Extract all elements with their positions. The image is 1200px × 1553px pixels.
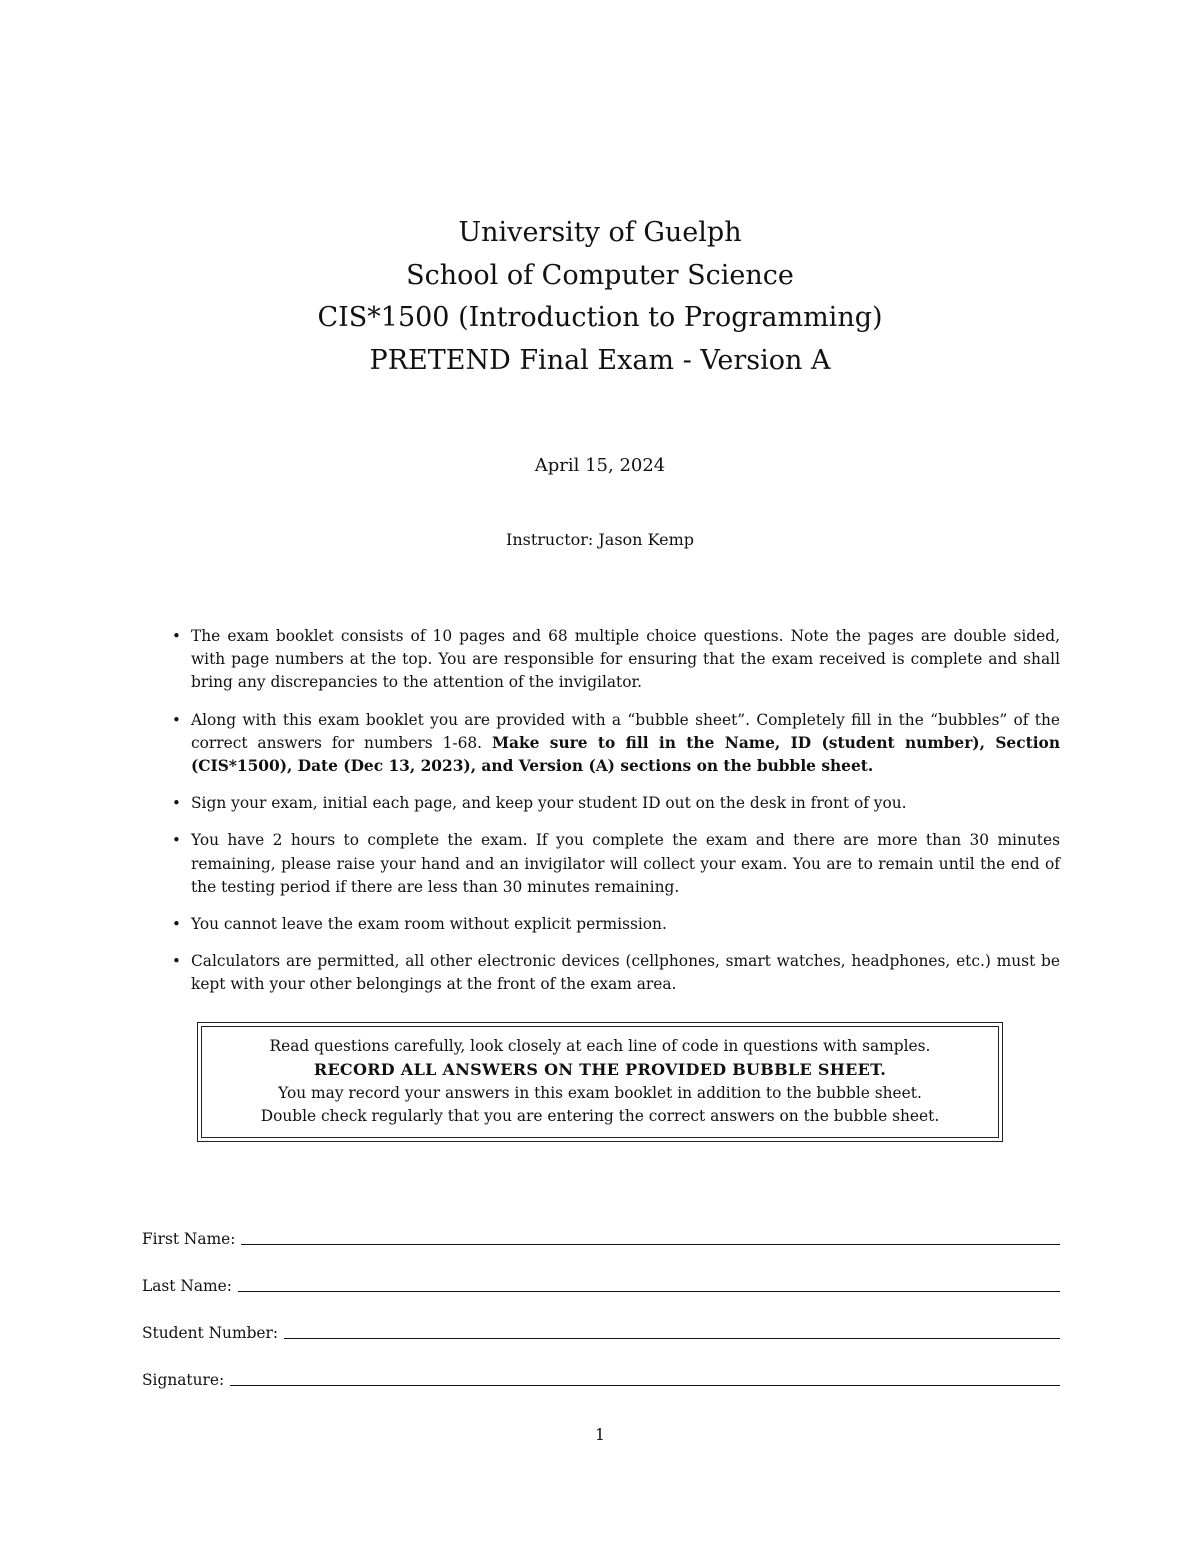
signature-field[interactable]: [142, 1363, 1060, 1389]
bullet-icon: •: [172, 794, 181, 813]
rule-text: Sign your exam, initial each page, and keep your student ID out on the desk in front of you.: [191, 794, 907, 813]
last-name-line[interactable]: [238, 1290, 1060, 1292]
exam-title: PRETEND Final Exam - Version A: [369, 344, 831, 376]
first-name-line[interactable]: [241, 1243, 1060, 1245]
notice-box: [197, 1022, 1003, 1142]
rule-emphasis: Make sure to fill in the Name, ID (student number), Section (CIS*1500), Date (Dec 13, 2023), and Version (A) sections on the bubble sheet.: [191, 733, 1061, 776]
rule-item: [168, 913, 1060, 936]
last-name-field[interactable]: [142, 1269, 1060, 1295]
page-number: 1: [594, 1425, 606, 1444]
notice-line: Read questions carefully, look closely at each line of code in questions with samples.: [269, 1037, 931, 1055]
rule-item: [168, 625, 1060, 695]
exam-date: April 15, 2024: [534, 455, 666, 476]
last-name-label: Last Name:: [142, 1277, 232, 1295]
bullet-icon: •: [172, 952, 181, 971]
notice-emphasis: RECORD ALL ANSWERS ON THE PROVIDED BUBBLE SHEET.: [313, 1060, 887, 1080]
bullet-icon: •: [172, 831, 181, 850]
rule-text: You have 2 hours to complete the exam. If you complete the exam and there are more than 30 minutes remaining, please raise your hand and an invigilator will collect your exam. You are to remain until the end of the testing period if there are less than 30 minutes remaining.: [191, 831, 1060, 896]
notice-box-inner: [201, 1026, 999, 1138]
course-title: CIS*1500 (Introduction to Programming): [317, 302, 883, 333]
rule-text: You cannot leave the exam room without explicit permission.: [191, 915, 667, 934]
rule-text: Calculators are permitted, all other electronic devices (cellphones, smart watches, headphones, etc.) must be kept with your other belongings at the front of the exam area.: [191, 952, 1060, 994]
notice-line: Double check regularly that you are entering the correct answers on the bubble sheet.: [260, 1106, 940, 1125]
rule-item: [168, 792, 1060, 815]
rule-item: [168, 950, 1060, 996]
rule-text: The exam booklet consists of 10 pages and 68 multiple choice questions. Note the pages are double sided, with page numbers at the top. You are responsible for ensuring that the exam received is complete and shall bring any discrepancies to the attention of the invigilator.: [191, 627, 1060, 692]
university-name: University of Guelph: [458, 217, 742, 248]
first-name-field[interactable]: [142, 1222, 1060, 1248]
school-name: School of Computer Science: [406, 259, 794, 291]
bullet-icon: •: [172, 710, 181, 729]
signature-label: Signature:: [142, 1371, 225, 1389]
student-number-line[interactable]: [284, 1337, 1060, 1339]
signature-line[interactable]: [230, 1384, 1060, 1386]
rule-text: Along with this exam booklet you are provided with a “bubble sheet”. Completely fill in the “bubbles” of the correct answers for numbers 1-68.: [191, 710, 1060, 752]
student-number-field[interactable]: [142, 1316, 1060, 1342]
student-number-label: Student Number:: [142, 1324, 279, 1342]
rule-item: [168, 709, 1060, 779]
exam-rules-list: [168, 625, 1060, 1011]
notice-line: You may record your answers in this exam booklet in addition to the bubble sheet.: [278, 1083, 922, 1102]
exam-title-block: [0, 212, 1200, 382]
rule-item: [168, 829, 1060, 899]
bullet-icon: •: [172, 627, 181, 645]
instructor-name: Instructor: Jason Kemp: [506, 530, 694, 549]
bullet-icon: •: [172, 915, 181, 934]
first-name-label: First Name:: [142, 1230, 236, 1248]
